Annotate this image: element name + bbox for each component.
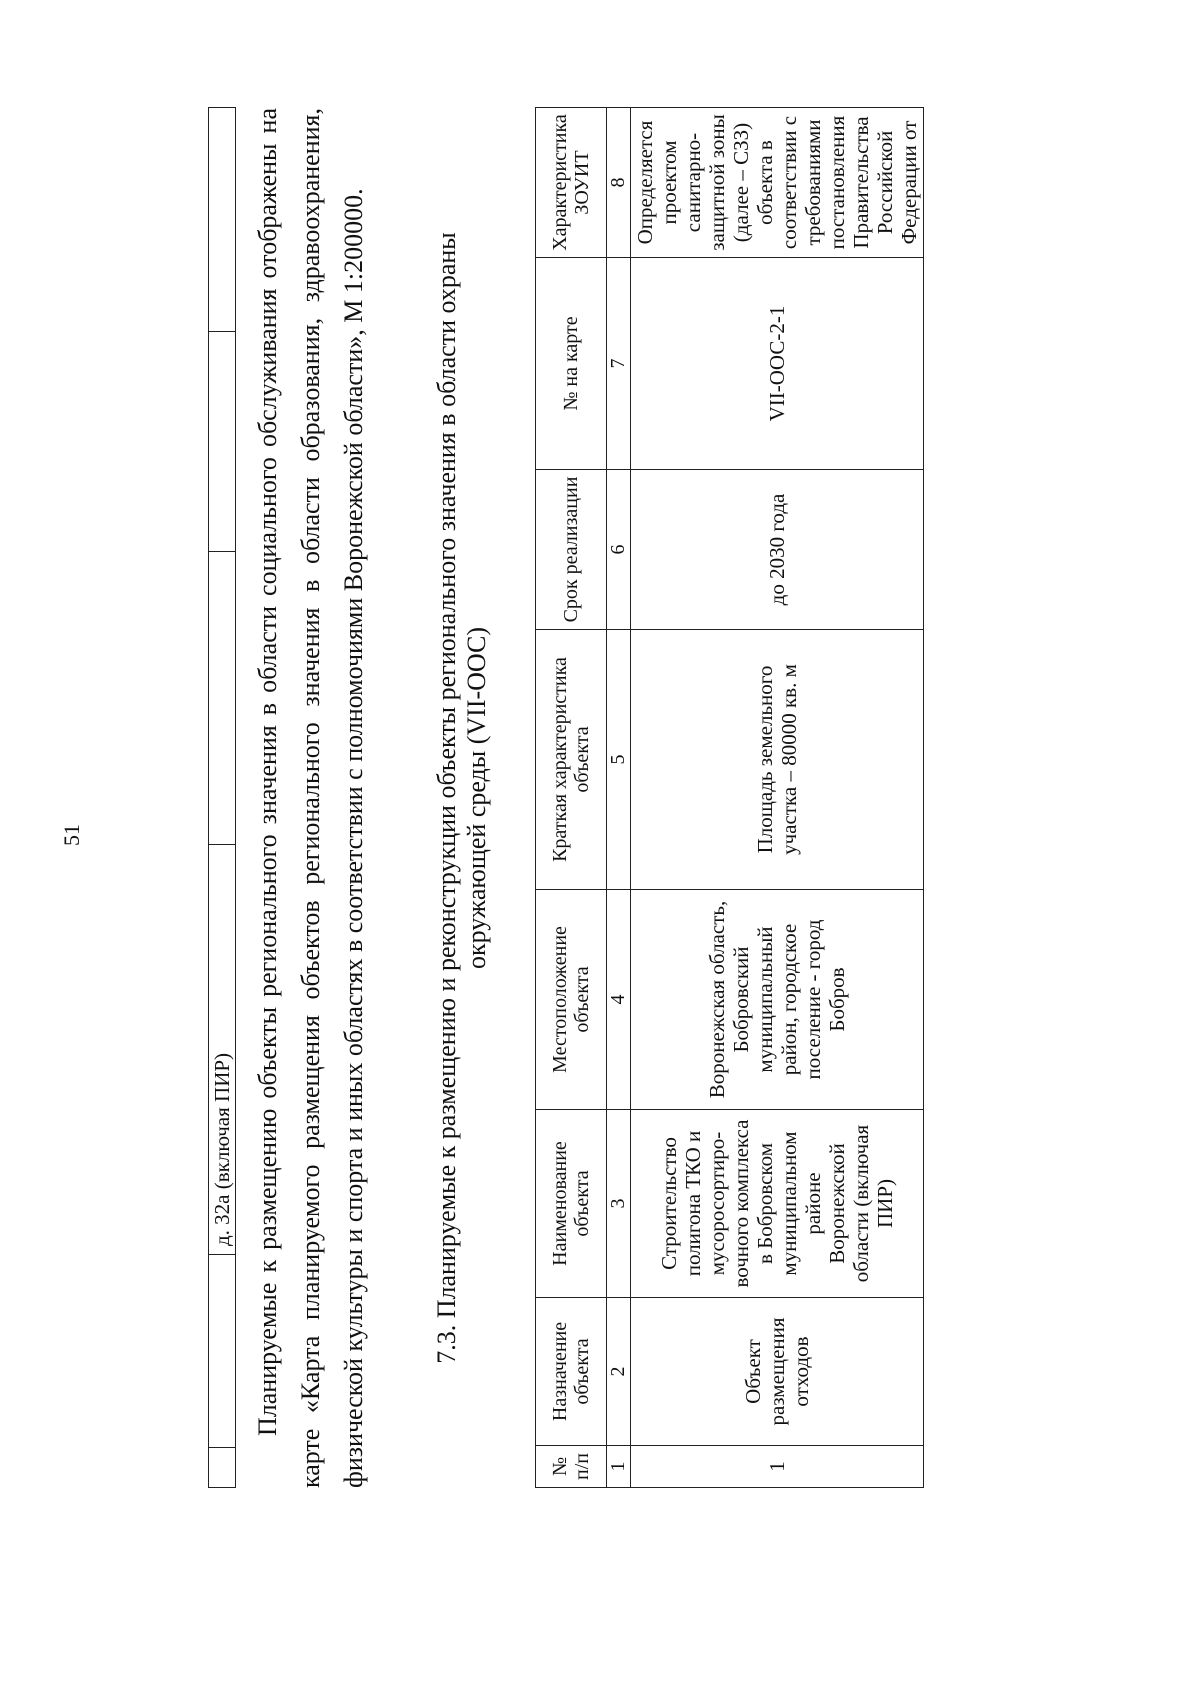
table-cell <box>209 108 236 332</box>
table-cell <box>209 332 236 552</box>
page-number: 51 <box>59 824 84 846</box>
table-row <box>209 108 236 1488</box>
column-header: Краткая характеристика объекта <box>536 630 607 890</box>
table-cell <box>209 552 236 845</box>
column-number: 6 <box>607 470 631 630</box>
rotated-page-content <box>168 68 1168 1488</box>
column-header: № на карте <box>536 258 607 470</box>
implementation-term: до 2030 года <box>631 470 924 630</box>
zouit-characteristic: Определяется проектом санитарно-защитной зоны (далее – СЗЗ) объекта в соответствии с требованиями постановления Правительства Российской Федерации от <box>631 108 924 258</box>
column-number: 4 <box>607 890 631 1110</box>
section-heading <box>432 108 492 1488</box>
object-characteristic: Площадь земельного участка – 80000 кв. м <box>631 630 924 890</box>
table-row <box>631 108 924 1488</box>
column-number: 2 <box>607 1298 631 1446</box>
prev-row-text: д. 32а (включая ПИР) <box>209 845 236 1255</box>
column-header: Назначение объекта <box>536 1298 607 1446</box>
object-purpose: Объект размещения отходов <box>631 1298 924 1446</box>
column-header: Характеристика ЗОУИТ <box>536 108 607 258</box>
column-header: № п/п <box>536 1446 607 1488</box>
column-number: 8 <box>607 108 631 258</box>
section-heading-line-2: окружающей среды (VII-ООС) <box>462 626 491 970</box>
column-number: 5 <box>607 630 631 890</box>
column-number: 7 <box>607 258 631 470</box>
column-number-row <box>607 108 631 1488</box>
object-name: Строительство полигона ТКО и мусоросортиро-вочного комплекса в Бобровском муниципальном районе Воронежской области (включая ПИР) <box>631 1110 924 1298</box>
section-heading-line-1: 7.3. Планируемые к размещению и реконструкции объекты регионального значения в области охраны <box>432 232 461 1364</box>
column-header: Срок реализации <box>536 470 607 630</box>
objects-table <box>535 107 924 1488</box>
body-paragraph: Планируемые к размещению объекты регионального значения в области социального обслуживания отображены на карте «Карта планируемого размещения объектов регионального значения в области образования, здравоохранения, физической культуры и спорта и иных областях в соответствии с полномочиями Воронежской области», М 1:200000. <box>253 108 368 1488</box>
column-number: 3 <box>607 1110 631 1298</box>
object-location: Воронежская область, Бобровский муниципальный район, городское поселение - город Бобров <box>631 890 924 1110</box>
table-cell <box>209 1255 236 1448</box>
column-header: Местоположение объекта <box>536 890 607 1110</box>
previous-table-tail <box>208 107 236 1488</box>
column-number: 1 <box>607 1446 631 1488</box>
column-header: Наименование объекта <box>536 1110 607 1298</box>
row-number: 1 <box>631 1446 924 1488</box>
table-header-row <box>536 108 607 1488</box>
map-number: VII-ООС-2-1 <box>631 258 924 470</box>
table-cell <box>209 1448 236 1488</box>
